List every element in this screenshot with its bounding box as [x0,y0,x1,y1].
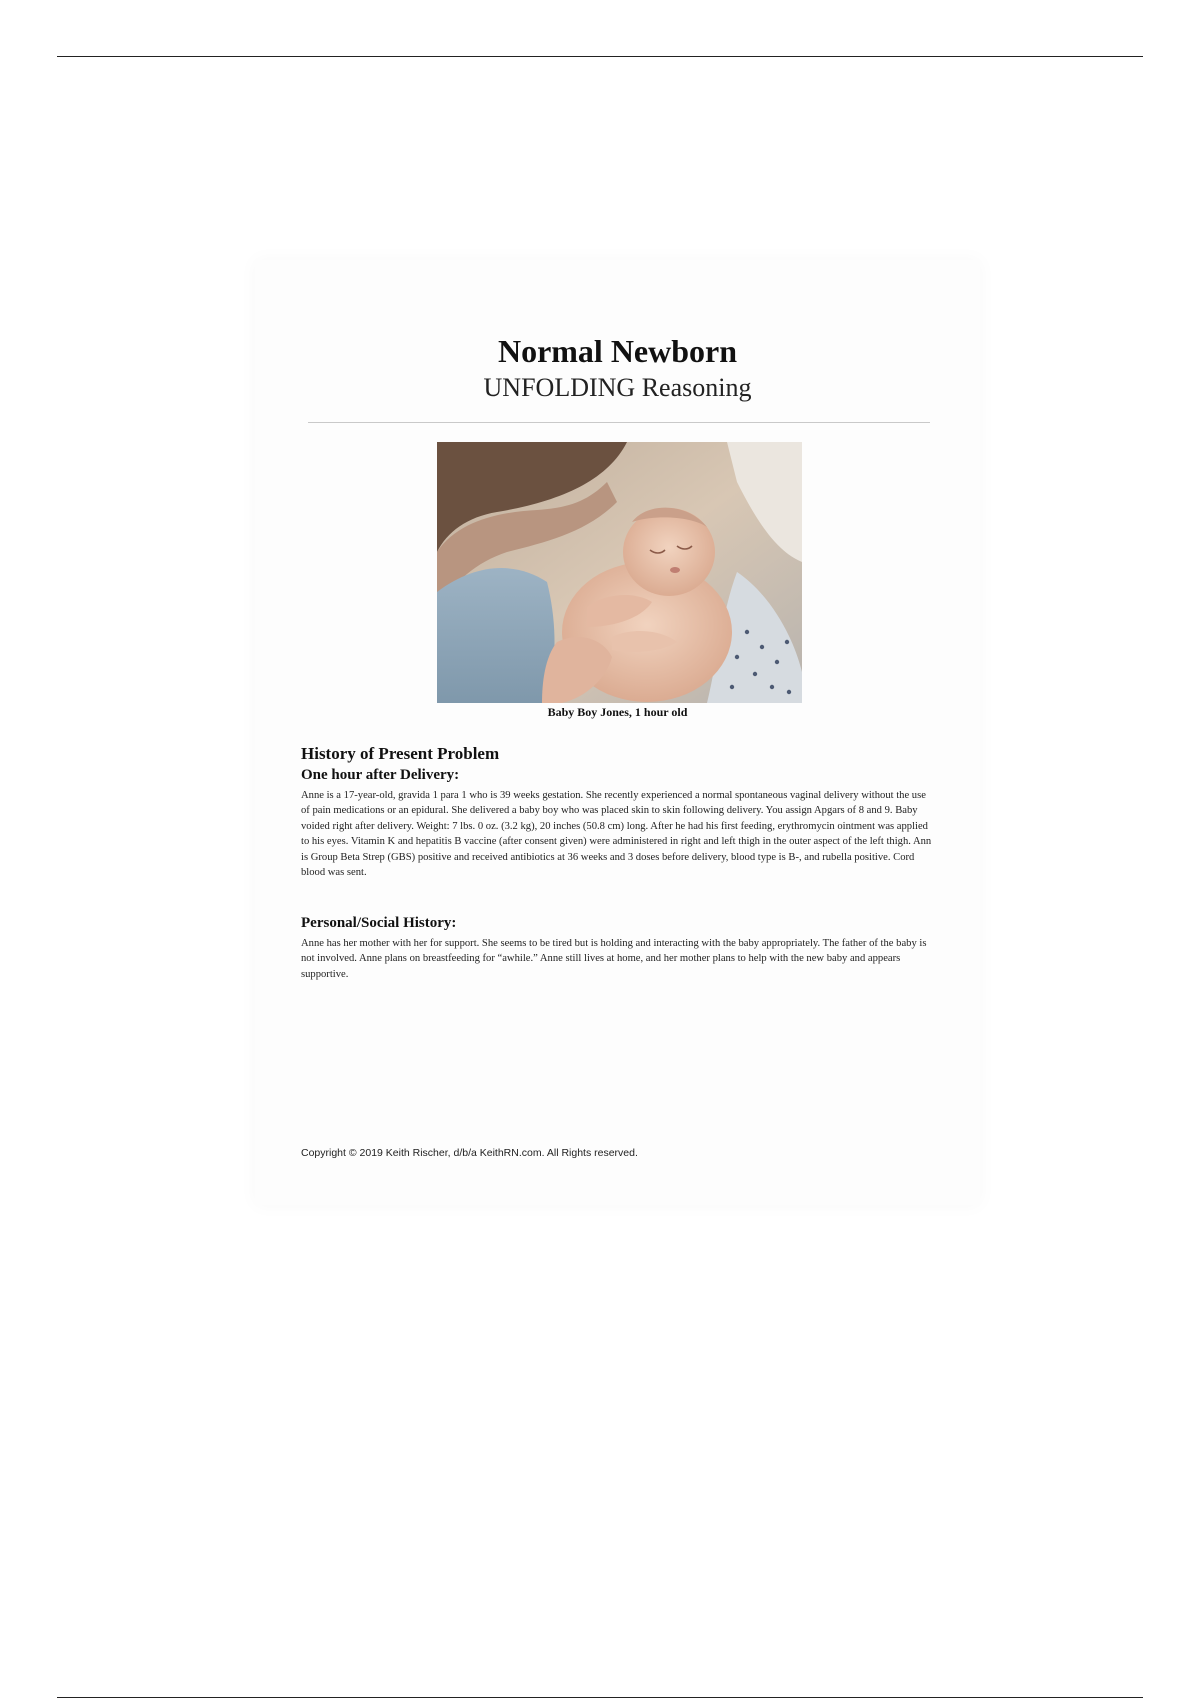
page-subtitle: UNFOLDING Reasoning [483,373,752,402]
image-caption: Baby Boy Jones, 1 hour old [547,705,688,719]
copyright-notice: Copyright © 2019 Keith Rischer, d/b/a KeithRN.com. All Rights reserved. [301,1147,638,1159]
page-title: Normal Newborn [497,333,738,369]
document-page [255,260,980,1205]
section-subheading-delivery: One hour after Delivery: [301,767,460,783]
section-heading-history: History of Present Problem [301,744,500,763]
personal-social-paragraph: Anne has her mother with her for support. She seems to be tired but is holding and interacting with the baby appropriately. The father of the baby is not involved. Anne plans on breastfeeding for “awhile.” Anne still lives at home, and her mother plans to help with the new baby and appears supportive. [301,938,927,980]
top-divider [57,56,1143,57]
title-divider [308,422,930,423]
newborn-photo [437,442,802,703]
history-paragraph: Anne is a 17-year-old, gravida 1 para 1 who is 39 weeks gestation. She recently experienced a normal spontaneous vaginal delivery without the use of pain medications or an epidural. She delivered a baby boy who was placed skin to skin following delivery. You assign Apgars of 8 and 9. Baby voided right after delivery. Weight: 7 lbs. 0 oz. (3.2 kg), 20 inches (50.8 cm) long. After he had his first feeding, erythromycin ointment was applied to his eyes. Vitamin K and hepatitis B vaccine (after consent given) were administered in right and left thigh in the outer aspect of the left thigh. Ann is Group Beta Strep (GBS) positive and received antibiotics at 36 weeks and 3 doses before delivery, blood type is B-, and rubella positive. Cord blood was sent. [301,790,932,879]
bottom-divider [57,1697,1143,1698]
section-heading-personal-social: Personal/Social History: [301,915,457,931]
